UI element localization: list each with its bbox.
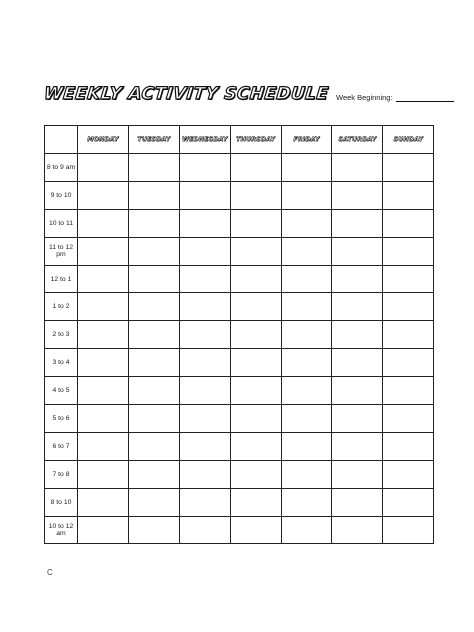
schedule-cell-tuesday[interactable] bbox=[128, 405, 179, 433]
schedule-cell-sunday[interactable] bbox=[383, 516, 434, 544]
schedule-cell-tuesday[interactable] bbox=[128, 154, 179, 182]
schedule-cell-saturday[interactable] bbox=[332, 237, 383, 265]
page-title: WEEKLY ACTIVITY SCHEDULE bbox=[42, 84, 330, 104]
schedule-cell-sunday[interactable] bbox=[383, 460, 434, 488]
day-header-sunday: SUNDAY bbox=[383, 126, 434, 154]
schedule-cell-saturday[interactable] bbox=[332, 154, 383, 182]
day-header-thursday: THURSDAY bbox=[230, 126, 281, 154]
schedule-cell-tuesday[interactable] bbox=[128, 377, 179, 405]
time-slot-label: 7 to 8 bbox=[45, 460, 78, 488]
schedule-cell-tuesday[interactable] bbox=[128, 432, 179, 460]
schedule-cell-friday[interactable] bbox=[281, 265, 332, 293]
time-slot-label: 10 to 12 am bbox=[45, 516, 78, 544]
schedule-cell-wednesday[interactable] bbox=[179, 432, 230, 460]
schedule-cell-wednesday[interactable] bbox=[179, 237, 230, 265]
schedule-cell-monday[interactable] bbox=[78, 377, 129, 405]
table-row bbox=[45, 488, 434, 516]
schedule-cell-friday[interactable] bbox=[281, 405, 332, 433]
schedule-cell-saturday[interactable] bbox=[332, 209, 383, 237]
schedule-cell-monday[interactable] bbox=[78, 516, 129, 544]
schedule-cell-monday[interactable] bbox=[78, 460, 129, 488]
schedule-cell-sunday[interactable] bbox=[383, 154, 434, 182]
table-row bbox=[45, 349, 434, 377]
schedule-cell-friday[interactable] bbox=[281, 293, 332, 321]
schedule-cell-monday[interactable] bbox=[78, 321, 129, 349]
schedule-cell-friday[interactable] bbox=[281, 349, 332, 377]
schedule-cell-wednesday[interactable] bbox=[179, 488, 230, 516]
time-slot-label: 2 to 3 bbox=[45, 321, 78, 349]
schedule-body bbox=[45, 154, 434, 544]
schedule-cell-friday[interactable] bbox=[281, 181, 332, 209]
time-slot-label: 9 to 10 bbox=[45, 181, 78, 209]
schedule-cell-friday[interactable] bbox=[281, 209, 332, 237]
schedule-cell-friday[interactable] bbox=[281, 432, 332, 460]
schedule-cell-thursday[interactable] bbox=[230, 516, 281, 544]
schedule-cell-sunday[interactable] bbox=[383, 432, 434, 460]
schedule-cell-saturday[interactable] bbox=[332, 460, 383, 488]
schedule-cell-friday[interactable] bbox=[281, 154, 332, 182]
schedule-cell-monday[interactable] bbox=[78, 237, 129, 265]
schedule-cell-sunday[interactable] bbox=[383, 349, 434, 377]
schedule-cell-monday[interactable] bbox=[78, 154, 129, 182]
schedule-cell-wednesday[interactable] bbox=[179, 265, 230, 293]
schedule-cell-wednesday[interactable] bbox=[179, 460, 230, 488]
table-row bbox=[45, 377, 434, 405]
schedule-cell-sunday[interactable] bbox=[383, 488, 434, 516]
schedule-cell-monday[interactable] bbox=[78, 293, 129, 321]
schedule-cell-thursday[interactable] bbox=[230, 377, 281, 405]
schedule-cell-saturday[interactable] bbox=[332, 516, 383, 544]
schedule-cell-monday[interactable] bbox=[78, 488, 129, 516]
time-slot-label: 10 to 11 bbox=[45, 209, 78, 237]
week-beginning-label: Week Beginning: bbox=[336, 93, 393, 102]
schedule-cell-saturday[interactable] bbox=[332, 432, 383, 460]
schedule-cell-sunday[interactable] bbox=[383, 265, 434, 293]
day-header-friday: FRIDAY bbox=[281, 126, 332, 154]
schedule-cell-saturday[interactable] bbox=[332, 405, 383, 433]
time-slot-label: 8 to 9 am bbox=[45, 154, 78, 182]
schedule-cell-monday[interactable] bbox=[78, 349, 129, 377]
time-slot-label: 1 to 2 bbox=[45, 293, 78, 321]
schedule-cell-wednesday[interactable] bbox=[179, 181, 230, 209]
schedule-cell-sunday[interactable] bbox=[383, 237, 434, 265]
time-slot-label: 8 to 10 bbox=[45, 488, 78, 516]
schedule-cell-tuesday[interactable] bbox=[128, 293, 179, 321]
schedule-cell-saturday[interactable] bbox=[332, 293, 383, 321]
schedule-cell-thursday[interactable] bbox=[230, 265, 281, 293]
table-row bbox=[45, 181, 434, 209]
schedule-cell-wednesday[interactable] bbox=[179, 377, 230, 405]
schedule-cell-thursday[interactable] bbox=[230, 181, 281, 209]
time-slot-label: 12 to 1 bbox=[45, 265, 78, 293]
schedule-cell-wednesday[interactable] bbox=[179, 349, 230, 377]
schedule-cell-saturday[interactable] bbox=[332, 377, 383, 405]
table-row bbox=[45, 516, 434, 544]
table-row bbox=[45, 460, 434, 488]
schedule-cell-thursday[interactable] bbox=[230, 154, 281, 182]
schedule-cell-thursday[interactable] bbox=[230, 237, 281, 265]
schedule-cell-thursday[interactable] bbox=[230, 293, 281, 321]
schedule-cell-wednesday[interactable] bbox=[179, 209, 230, 237]
schedule-cell-tuesday[interactable] bbox=[128, 321, 179, 349]
schedule-cell-tuesday[interactable] bbox=[128, 265, 179, 293]
time-slot-label: 4 to 5 bbox=[45, 377, 78, 405]
table-row bbox=[45, 209, 434, 237]
schedule-cell-monday[interactable] bbox=[78, 181, 129, 209]
schedule-cell-sunday[interactable] bbox=[383, 181, 434, 209]
schedule-cell-tuesday[interactable] bbox=[128, 209, 179, 237]
schedule-cell-thursday[interactable] bbox=[230, 209, 281, 237]
table-row bbox=[45, 405, 434, 433]
time-slot-label: 3 to 4 bbox=[45, 349, 78, 377]
schedule-cell-tuesday[interactable] bbox=[128, 349, 179, 377]
table-row bbox=[45, 321, 434, 349]
table-row bbox=[45, 265, 434, 293]
schedule-cell-saturday[interactable] bbox=[332, 321, 383, 349]
schedule-cell-friday[interactable] bbox=[281, 460, 332, 488]
schedule-cell-thursday[interactable] bbox=[230, 405, 281, 433]
schedule-cell-thursday[interactable] bbox=[230, 432, 281, 460]
schedule-cell-tuesday[interactable] bbox=[128, 181, 179, 209]
table-row bbox=[45, 293, 434, 321]
schedule-cell-sunday[interactable] bbox=[383, 405, 434, 433]
table-row bbox=[45, 432, 434, 460]
schedule-cell-sunday[interactable] bbox=[383, 293, 434, 321]
time-slot-label: 5 to 6 bbox=[45, 405, 78, 433]
schedule-cell-friday[interactable] bbox=[281, 488, 332, 516]
schedule-cell-sunday[interactable] bbox=[383, 321, 434, 349]
schedule-cell-thursday[interactable] bbox=[230, 460, 281, 488]
table-row bbox=[45, 154, 434, 182]
footer-fragment: C bbox=[47, 568, 53, 577]
schedule-cell-monday[interactable] bbox=[78, 432, 129, 460]
schedule-cell-monday[interactable] bbox=[78, 209, 129, 237]
schedule-cell-saturday[interactable] bbox=[332, 181, 383, 209]
day-header-tuesday: TUESDAY bbox=[128, 126, 179, 154]
day-header-saturday: SATURDAY bbox=[332, 126, 383, 154]
schedule-cell-thursday[interactable] bbox=[230, 488, 281, 516]
schedule-cell-tuesday[interactable] bbox=[128, 516, 179, 544]
time-slot-label: 6 to 7 bbox=[45, 432, 78, 460]
schedule-cell-thursday[interactable] bbox=[230, 349, 281, 377]
schedule-cell-saturday[interactable] bbox=[332, 265, 383, 293]
schedule-cell-monday[interactable] bbox=[78, 405, 129, 433]
schedule-cell-saturday[interactable] bbox=[332, 349, 383, 377]
header-row bbox=[45, 126, 434, 154]
schedule-cell-tuesday[interactable] bbox=[128, 460, 179, 488]
schedule-cell-wednesday[interactable] bbox=[179, 293, 230, 321]
time-slot-label: 11 to 12 pm bbox=[45, 237, 78, 265]
schedule-cell-thursday[interactable] bbox=[230, 321, 281, 349]
schedule-cell-friday[interactable] bbox=[281, 321, 332, 349]
day-header-wednesday: WEDNESDAY bbox=[179, 126, 230, 154]
schedule-cell-saturday[interactable] bbox=[332, 488, 383, 516]
schedule-cell-wednesday[interactable] bbox=[179, 516, 230, 544]
schedule-cell-wednesday[interactable] bbox=[179, 405, 230, 433]
schedule-cell-sunday[interactable] bbox=[383, 209, 434, 237]
schedule-cell-monday[interactable] bbox=[78, 265, 129, 293]
week-beginning-blank-line[interactable] bbox=[396, 93, 454, 102]
schedule-cell-wednesday[interactable] bbox=[179, 154, 230, 182]
corner-cell bbox=[45, 126, 78, 154]
day-header-monday: MONDAY bbox=[78, 126, 129, 154]
schedule-cell-wednesday[interactable] bbox=[179, 321, 230, 349]
schedule-cell-tuesday[interactable] bbox=[128, 488, 179, 516]
schedule-cell-sunday[interactable] bbox=[383, 377, 434, 405]
schedule-cell-friday[interactable] bbox=[281, 516, 332, 544]
week-beginning-field bbox=[336, 93, 454, 102]
schedule-cell-friday[interactable] bbox=[281, 237, 332, 265]
table-row bbox=[45, 237, 434, 265]
schedule-cell-friday[interactable] bbox=[281, 377, 332, 405]
schedule-cell-tuesday[interactable] bbox=[128, 237, 179, 265]
schedule-table bbox=[44, 125, 434, 544]
